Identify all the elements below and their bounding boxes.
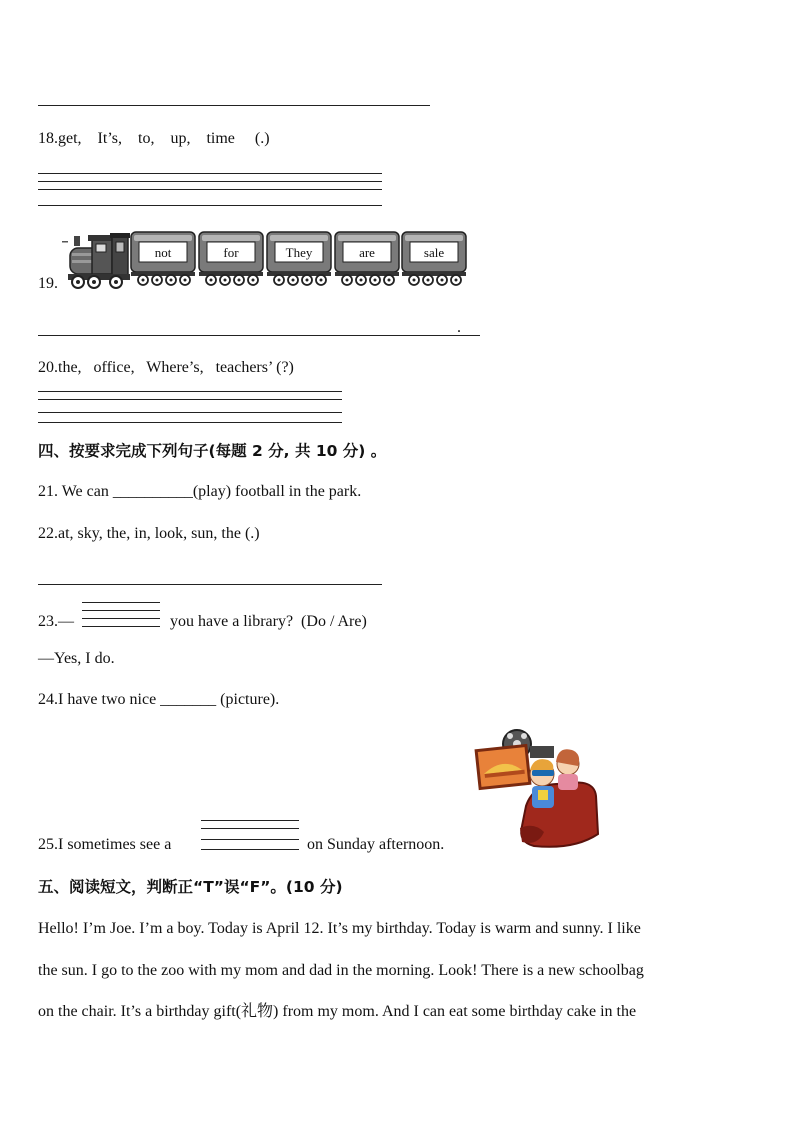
sentence-end-mark: . bbox=[457, 319, 461, 336]
writing-line bbox=[38, 399, 342, 400]
question-23-answer: —Yes, I do. bbox=[38, 650, 115, 667]
question-number: 25. bbox=[38, 836, 58, 853]
blank-line bbox=[201, 828, 299, 829]
question-number: 20. bbox=[38, 359, 58, 376]
question-25-text-after: on Sunday afternoon. bbox=[307, 836, 445, 853]
question-25 bbox=[38, 835, 171, 855]
writing-line bbox=[38, 173, 382, 174]
train-car-3 bbox=[267, 232, 331, 285]
answer-line-22 bbox=[38, 584, 382, 585]
question-number: 24. bbox=[38, 691, 58, 708]
train-car-5 bbox=[402, 232, 466, 285]
blank-line bbox=[82, 626, 160, 627]
blank-line bbox=[82, 602, 160, 603]
car-word: They bbox=[285, 245, 313, 260]
car-word: not bbox=[154, 245, 172, 260]
question-text: at, sky, the, in, look, sun, the (.) bbox=[58, 525, 260, 542]
question-21 bbox=[38, 482, 361, 502]
writing-line bbox=[38, 205, 382, 206]
question-19-number: 19. bbox=[38, 275, 58, 292]
question-number: 18. bbox=[38, 130, 58, 147]
question-number: 21 bbox=[38, 483, 54, 500]
passage-line-2: the sun. I go to the zoo with my mom and dad in the morning. Look! There is a new schoolbag bbox=[38, 962, 644, 979]
locomotive-icon bbox=[62, 233, 130, 288]
section-4-title: 四、按要求完成下列句子(每题 2 分, 共 10 分) 。 bbox=[38, 442, 387, 460]
writing-line bbox=[38, 412, 342, 413]
question-text: . We can __________(play) football in the park. bbox=[54, 483, 362, 500]
movie-watching-illustration bbox=[474, 726, 602, 852]
car-word: are bbox=[359, 245, 375, 260]
writing-line bbox=[38, 422, 342, 423]
question-number: 22. bbox=[38, 525, 58, 542]
car-word: sale bbox=[423, 245, 445, 260]
scrambled-words: the, office, Where’s, teachers’ (?) bbox=[58, 359, 294, 376]
scrambled-words: get, It’s, to, up, time (.) bbox=[58, 130, 270, 147]
dash: — bbox=[58, 613, 74, 630]
train-car-1 bbox=[131, 232, 195, 285]
question-24 bbox=[38, 690, 279, 710]
question-18 bbox=[38, 129, 270, 149]
passage-line-3: on the chair. It’s a birthday gift(礼物) from my mom. And I can eat some birthday cake in the bbox=[38, 1003, 637, 1020]
blank-line bbox=[201, 839, 299, 840]
blank-line bbox=[201, 820, 299, 821]
blank-line bbox=[82, 618, 160, 619]
train-car-4 bbox=[335, 232, 399, 285]
blank-line bbox=[82, 610, 160, 611]
question-text: I have two nice _______ (picture). bbox=[58, 691, 280, 708]
question-23-text: you have a library? (Do / Are) bbox=[170, 613, 367, 630]
question-23 bbox=[38, 612, 74, 632]
blank-line bbox=[201, 849, 299, 850]
answer-line-17 bbox=[38, 105, 430, 106]
question-number: 23. bbox=[38, 613, 58, 630]
train-illustration bbox=[60, 226, 470, 292]
section-5-title: 五、阅读短文，判断正“T”误“F”。(10 分) bbox=[38, 878, 343, 896]
car-word: for bbox=[223, 245, 239, 260]
writing-line bbox=[38, 181, 382, 182]
answer-line-19 bbox=[38, 335, 480, 336]
passage-line-1: Hello! I’m Joe. I’m a boy. Today is April 12. It’s my birthday. Today is warm and sunny. I like bbox=[38, 920, 641, 937]
question-22 bbox=[38, 524, 260, 544]
writing-line bbox=[38, 391, 342, 392]
question-20 bbox=[38, 358, 294, 378]
writing-line bbox=[38, 189, 382, 190]
train-car-2 bbox=[199, 232, 263, 285]
question-text-before: I sometimes see a bbox=[58, 836, 172, 853]
